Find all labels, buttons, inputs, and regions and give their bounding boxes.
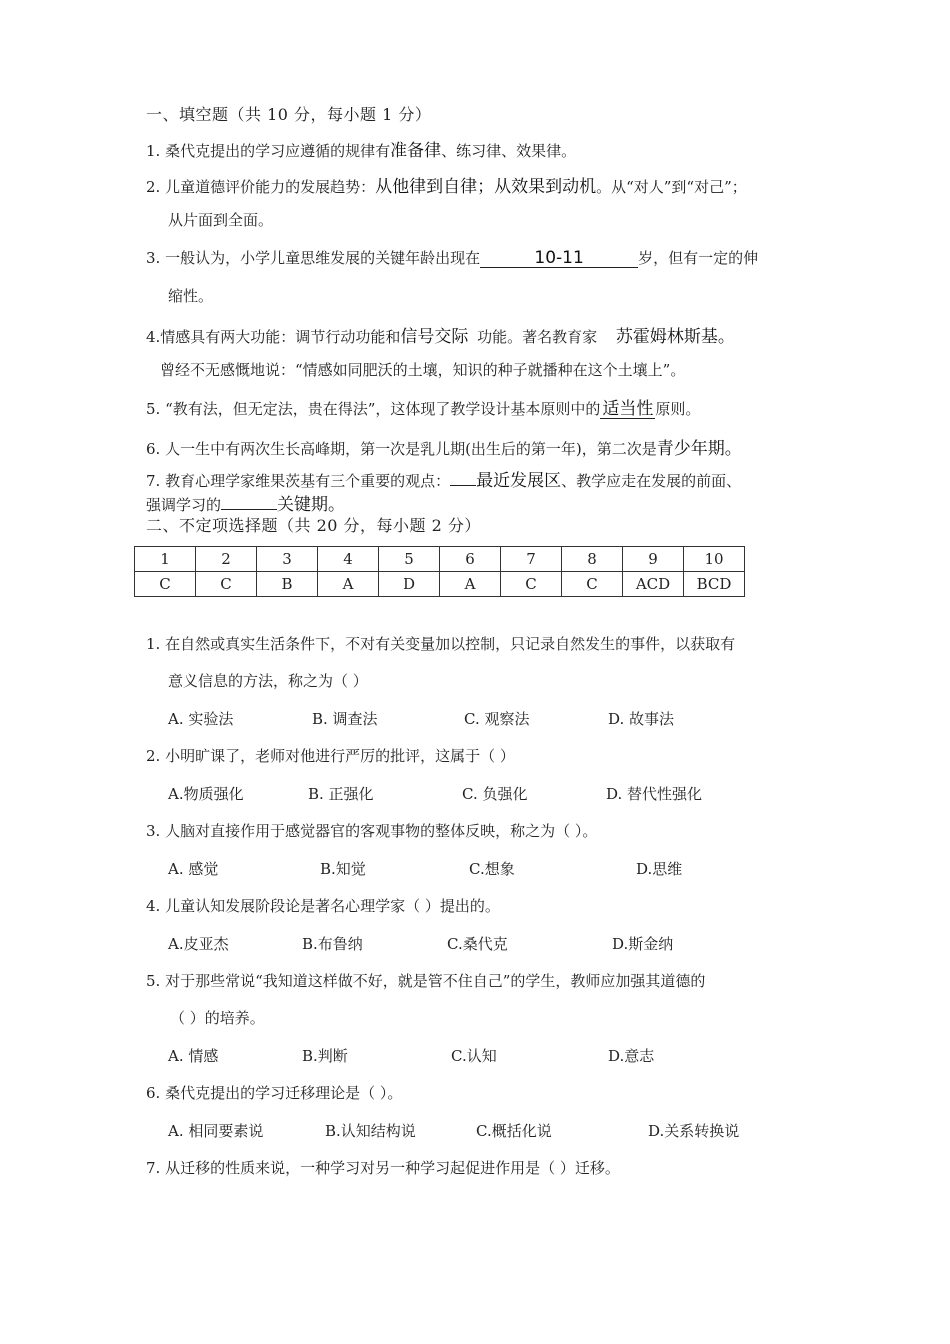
option-b: B. 调查法 (312, 710, 378, 728)
q1-3-continuation: 缩性。 (168, 287, 214, 305)
q1-2-text-end: 。从“对人”到“对己”； (596, 178, 747, 196)
option-d: D. 替代性强化 (606, 785, 703, 803)
option-d: D. 故事法 (608, 710, 675, 728)
option-c: C. 观察法 (464, 710, 530, 728)
q1-2-continuation: 从片面到全面。 (168, 211, 274, 229)
option-d: D.思维 (636, 860, 683, 878)
question-2-6: 6. 桑代克提出的学习迁移理论是（ ）。 (146, 1084, 403, 1102)
option-a: A. 情感 (168, 1047, 219, 1065)
answer-table (134, 546, 745, 597)
option-d: D.斯金纳 (612, 935, 674, 953)
question-2-1-line2: 意义信息的方法，称之为（ ） (168, 672, 368, 690)
q1-7-blank-line (450, 485, 476, 486)
option-a: A.皮亚杰 (168, 935, 229, 953)
q1-7-cont-text: 强调学习的 (146, 496, 222, 514)
q1-4-text: 4.情感具有两大功能：调节行动功能和 (146, 328, 401, 346)
q1-6-text: 6. 人一生中有两次生长高峰期，第一次是乳儿期(出生后的第一年)，第二次是 (146, 440, 657, 458)
option-c: C.想象 (469, 860, 515, 878)
q1-7-blank-2 (221, 509, 277, 510)
option-d: D.意志 (608, 1047, 655, 1065)
table-cell-answer: A (440, 572, 501, 597)
q1-7-text-end: 、教学应走在发展的前面、 (561, 472, 742, 490)
option-b: B.判断 (302, 1047, 348, 1065)
table-cell-answer: C (196, 572, 257, 597)
table-cell-answer: BCD (684, 572, 745, 597)
question-2-5-line2: （ ）的培养。 (170, 1009, 265, 1027)
option-b: B.布鲁纳 (302, 935, 363, 953)
q1-7-text: 7. 教育心理学家维果茨基有三个重要的观点： (146, 472, 451, 490)
q1-2-text: 2. 儿童道德评价能力的发展趋势： (146, 178, 376, 196)
q1-6-answer: 青少年期。 (656, 439, 742, 459)
table-cell-number: 8 (562, 547, 623, 572)
table-cell-number: 9 (623, 547, 684, 572)
question-1-1 (146, 136, 576, 161)
q1-3-answer: 10-11 (480, 249, 638, 268)
q1-7-continuation (146, 490, 345, 515)
table-cell-answer: C (562, 572, 623, 597)
option-c: C.认知 (451, 1047, 497, 1065)
question-1-6 (146, 434, 742, 459)
q1-5-text-end: 原则。 (655, 400, 701, 418)
table-cell-answer: B (257, 572, 318, 597)
q1-1-text: 1. 桑代克提出的学习应遵循的规律有 (146, 142, 391, 160)
option-a: A. 实验法 (168, 710, 234, 728)
q1-4-answer-2: 苏霍姆林斯基。 (615, 327, 735, 347)
table-cell-number: 10 (684, 547, 745, 572)
option-b: B.认知结构说 (325, 1122, 416, 1140)
q1-7-answer: 最近发展区 (476, 471, 562, 491)
question-2-7: 7. 从迁移的性质来说，一种学习对另一种学习起促进作用是（ ）迁移。 (146, 1159, 620, 1177)
question-2-1: 1. 在自然或真实生活条件下，不对有关变量加以控制，只记录自然发生的事件，以获取有 (146, 635, 736, 653)
answer-table-answer-row (135, 572, 745, 597)
q1-2-answer: 从他律到自律；从效果到动机 (375, 177, 597, 197)
question-1-3 (146, 247, 758, 268)
q1-5-text: 5. “教有法，但无定法，贵在得法”，这体现了教学设计基本原则中的 (146, 400, 601, 418)
option-c: C. 负强化 (462, 785, 528, 803)
section-title-fill-blank: 一、填空题（共 10 分，每小题 1 分） (146, 105, 432, 124)
option-a: A. 相同要素说 (168, 1122, 264, 1140)
table-cell-number: 4 (318, 547, 379, 572)
table-cell-number: 3 (257, 547, 318, 572)
table-cell-number: 1 (135, 547, 196, 572)
option-c: C.概括化说 (476, 1122, 552, 1140)
option-b: B. 正强化 (308, 785, 374, 803)
q1-7-cont-answer: 关键期。 (277, 495, 346, 515)
table-cell-answer: A (318, 572, 379, 597)
answer-table-header-row (135, 547, 745, 572)
option-a: A.物质强化 (168, 785, 244, 803)
q1-1-text-end: 、练习律、效果律。 (441, 142, 577, 160)
table-cell-number: 6 (440, 547, 501, 572)
table-cell-answer: C (135, 572, 196, 597)
q1-4-answer-1: 信号交际 (400, 327, 469, 347)
question-2-3: 3. 人脑对直接作用于感觉器官的客观事物的整体反映，称之为（ ）。 (146, 822, 598, 840)
section-title-multiple-choice: 二、不定项选择题（共 20 分，每小题 2 分） (146, 516, 481, 535)
table-cell-answer: ACD (623, 572, 684, 597)
table-cell-number: 5 (379, 547, 440, 572)
q1-4-text-mid: 功能。著名教育家 (477, 328, 598, 346)
question-1-5 (146, 398, 700, 419)
option-a: A. 感觉 (168, 860, 219, 878)
question-1-4 (146, 322, 735, 347)
question-1-7 (146, 466, 741, 491)
q1-3-text-end: 岁，但有一定的伸 (638, 249, 759, 267)
option-b: B.知觉 (320, 860, 366, 878)
question-2-5: 5. 对于那些常说“我知道这样做不好，就是管不住自己”的学生，教师应加强其道德的 (146, 972, 706, 990)
q1-3-text: 3. 一般认为，小学儿童思维发展的关键年龄出现在 (146, 249, 481, 267)
table-cell-answer: D (379, 572, 440, 597)
option-c: C.桑代克 (447, 935, 508, 953)
question-1-2 (146, 172, 747, 197)
q1-1-answer: 准备律 (390, 141, 442, 161)
option-d: D.关系转换说 (648, 1122, 740, 1140)
table-cell-answer: C (501, 572, 562, 597)
q1-5-answer: 适当性 (602, 399, 654, 419)
question-2-2: 2. 小明旷课了，老师对他进行严厉的批评，这属于（ ） (146, 747, 515, 765)
table-cell-number: 2 (196, 547, 257, 572)
question-2-4: 4. 儿童认知发展阶段论是著名心理学家（ ）提出的。 (146, 897, 500, 915)
table-cell-number: 7 (501, 547, 562, 572)
q1-4-continuation: 曾经不无感慨地说：“情感如同肥沃的土壤，知识的种子就播种在这个土壤上”。 (160, 361, 686, 379)
